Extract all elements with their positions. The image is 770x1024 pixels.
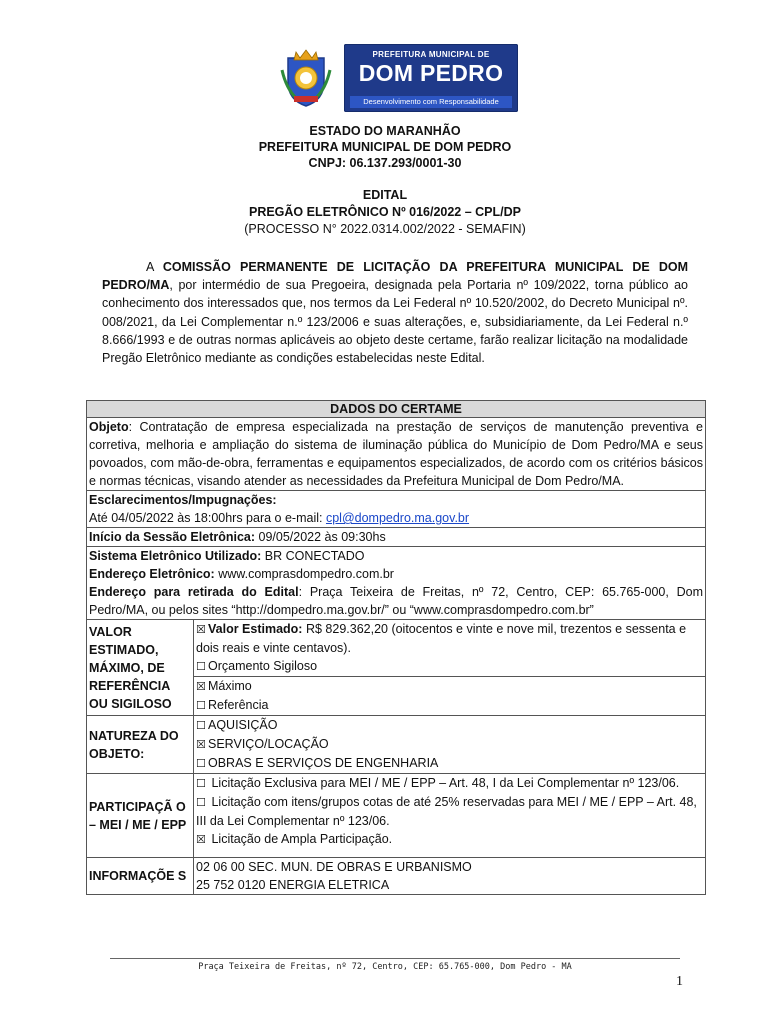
- footer-divider: [110, 958, 680, 959]
- checkbox-unchecked-icon: ☐: [196, 699, 206, 712]
- participacao-label: PARTICIPAÇÃ O – MEI / ME / EPP: [87, 774, 194, 858]
- header-prefeitura: PREFEITURA MUNICIPAL DE DOM PEDRO: [258, 140, 512, 154]
- maximo-referencia-cell: [194, 677, 706, 716]
- intro-prefix: A: [146, 260, 163, 274]
- checkbox-unchecked-icon: ☐: [196, 757, 206, 770]
- part-cotas-option: Licitação com itens/grupos cotas de até 25% reservadas para MEI / ME / EPP – Art. 48, III da Lei Complementar nº 123/06.: [196, 795, 697, 828]
- part-ampla-option: Licitação de Ampla Participação.: [208, 832, 393, 846]
- retirada-label: Endereço para retirada do Edital: [89, 585, 299, 599]
- header-cnpj: CNPJ: 06.137.293/0001-30: [308, 156, 462, 170]
- endereco-text: www.comprasdompedro.com.br: [214, 567, 394, 581]
- checkbox-unchecked-icon: ☐: [196, 719, 206, 732]
- referencia-option: Referência: [208, 698, 269, 712]
- natureza-label: NATUREZA DO OBJETO:: [87, 716, 194, 774]
- banner-main-text: DOM PEDRO: [358, 60, 504, 86]
- part-exclusiva-option: Licitação Exclusiva para MEI / ME / EPP – Art. 48, I da Lei Complementar nº 123/06.: [208, 776, 680, 790]
- natureza-row: [87, 716, 706, 774]
- inicio-row: [87, 528, 706, 547]
- esclarecimentos-row: [87, 491, 706, 528]
- participacao-cell: [194, 774, 706, 858]
- inicio-text: 09/05/2022 às 09:30hs: [255, 530, 386, 544]
- coat-of-arms-icon: [280, 48, 332, 108]
- informacoes-cell: [194, 858, 706, 895]
- valor-estimado-text: R$ 829.362,20 (oitocentos e vinte e nove mil, trezentos e sessenta e dois reais e vinte centavos).: [196, 622, 687, 655]
- checkbox-checked-icon: ☒: [196, 833, 206, 846]
- intro-paragraph: [102, 258, 688, 367]
- sistema-cell: [87, 547, 706, 620]
- esclarecimentos-text: Até 04/05/2022 às 18:00hrs para o e-mail:: [89, 511, 326, 525]
- orcamento-sigiloso: Orçamento Sigiloso: [208, 659, 318, 673]
- objeto-text: : Contratação de empresa especializada na prestação de serviços de manutenção preventiva e corretiva, melhoria e ampliação do sistema de iluminação pública do Município de Dom Pedro/MA e seus povoados, com mão-de-obra, ferramentas e equipamentos especializados, de acordo com os critérios básicos e normas técnicas, visando atender as necessidades da Prefeitura Municipal de Dom Pedro/MA.: [89, 420, 703, 488]
- intro-commission: COMISSÃO PERMANENTE DE LICITAÇÃO DA PREFEITURA MUNICIPAL DE DOM PEDRO/MA: [102, 260, 689, 293]
- checkbox-unchecked-icon: ☐: [196, 796, 206, 809]
- header-state: ESTADO DO MARANHÃO: [309, 124, 461, 138]
- municipality-banner: [344, 44, 518, 112]
- informacoes-label: INFORMAÇÕE S: [87, 858, 194, 895]
- email-link[interactable]: cpl@dompedro.ma.gov.br: [325, 511, 470, 525]
- pregao-title: PREGÃO ELETRÔNICO Nº 016/2022 – CPL/DP: [248, 205, 521, 219]
- valor-estimado-cell: [194, 620, 706, 677]
- valor-row-1: [87, 620, 706, 677]
- table-header-row: [87, 401, 706, 418]
- informacoes-row: [87, 858, 706, 895]
- retirada-text: : Praça Teixeira de Freitas, nº 72, Centro, CEP: 65.765-000, Dom Pedro/MA, ou pelos sites “http://dompedro.ma.gov.br/” ou “www.comprasdompedro.com.br”: [89, 585, 703, 617]
- sistema-text: BR CONECTADO: [261, 549, 365, 563]
- banner-top-text: PREFEITURA MUNICIPAL DE: [372, 50, 490, 59]
- edital-title: EDITAL: [362, 188, 408, 202]
- inicio-label: Início da Sessão Eletrônica:: [89, 530, 256, 544]
- endereco-label: Endereço Eletrônico:: [89, 567, 215, 581]
- info-line-2: 25 752 0120 ENERGIA ELETRICA: [196, 878, 390, 892]
- banner-slogan: Desenvolvimento com Responsabilidade: [350, 96, 512, 108]
- valor-estimado-label: Valor Estimado:: [208, 622, 303, 636]
- aquisicao-option: AQUISIÇÃO: [208, 718, 278, 732]
- valor-label: VALOR ESTIMADO, MÁXIMO, DE REFERÊNCIA OU SIGILOSO: [87, 620, 194, 716]
- page-number: 1: [676, 974, 683, 989]
- participacao-row: [87, 774, 706, 858]
- footer-address: Praça Teixeira de Freitas, nº 72, Centro, CEP: 65.765-000, Dom Pedro - MA: [198, 962, 572, 972]
- servico-option: SERVIÇO/LOCAÇÃO: [208, 737, 329, 751]
- natureza-cell: [194, 716, 706, 774]
- intro-text: , por intermédio de sua Pregoeira, designada pela Portaria nº 109/2022, torna público ao conhecimento dos interessados que, nos termos da Lei Federal nº 10.520/2002, do Decreto Municipal nº. 008/2021, da Lei Complementar n.º 123/2006 e suas alterações, e, subsidiariamente, da Lei Federal n.º 8.666/1993 e de outras normas aplicáveis ao objeto deste certame, farão realizar licitação na modalidade Pregão Eletrônico mediante as condições estabelecidas neste Edital.: [102, 278, 688, 366]
- maximo-option: Máximo: [208, 679, 252, 693]
- inicio-cell: [87, 528, 706, 547]
- header-logos: [280, 42, 520, 114]
- objeto-cell: [87, 418, 706, 491]
- obras-option: OBRAS E SERVIÇOS DE ENGENHARIA: [208, 756, 439, 770]
- processo-number: (PROCESSO N° 2022.0314.002/2022 - SEMAFIN): [244, 222, 526, 236]
- esclarecimentos-label: Esclarecimentos/Impugnações:: [89, 493, 277, 507]
- sistema-label: Sistema Eletrônico Utilizado:: [89, 549, 262, 563]
- info-line-1: 02 06 00 SEC. MUN. DE OBRAS E URBANISMO: [196, 860, 472, 874]
- checkbox-unchecked-icon: ☐: [196, 660, 206, 673]
- esclarecimentos-cell: [87, 491, 706, 528]
- checkbox-checked-icon: ☒: [196, 738, 206, 751]
- certame-table: [86, 400, 706, 895]
- objeto-row: [87, 418, 706, 491]
- checkbox-unchecked-icon: ☐: [196, 777, 206, 790]
- checkbox-checked-icon: ☒: [196, 680, 206, 693]
- sistema-row: [87, 547, 706, 620]
- objeto-label: Objeto: [89, 420, 129, 434]
- checkbox-checked-icon: ☒: [196, 623, 206, 636]
- table-title: DADOS DO CERTAME: [87, 401, 706, 418]
